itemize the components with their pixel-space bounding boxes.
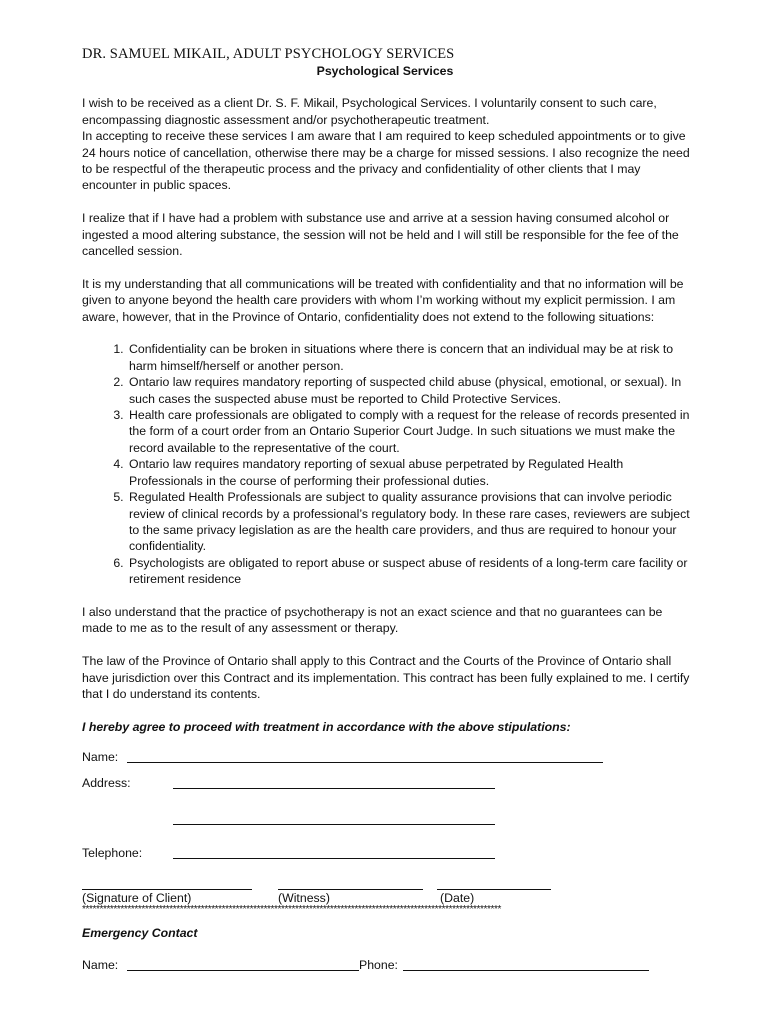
cancellation-paragraph: In accepting to receive these services I am aware that I am required to keep scheduled appointments or to give 24 hours notice of cancellation, otherwise there may be a charge for missed sessions. I also recognize the need to be respectful of the therapeutic process and the privacy and confidentiality of other clients that I may encounter in public spaces. xyxy=(82,129,690,193)
name-field[interactable] xyxy=(127,749,603,763)
witness-field[interactable] xyxy=(278,876,423,890)
telephone-field[interactable] xyxy=(173,845,495,859)
emergency-phone-field[interactable] xyxy=(403,957,649,971)
emergency-contact-heading: Emergency Contact xyxy=(82,925,198,940)
list-item: 4. Ontario law requires mandatory reporting of sexual abuse perpetrated by Regulated Health Professionals in the course of performing their professional duties. xyxy=(127,456,692,489)
name-row xyxy=(82,749,692,765)
signature-row xyxy=(82,876,692,910)
list-item: 3. Health care professionals are obligated to comply with a request for the release of records presented in the form of a court order from an Ontario Superior Court Judge. In such situations we must make the record available to the representative of the court. xyxy=(127,407,692,456)
document-title: DR. SAMUEL MIKAIL, ADULT PSYCHOLOGY SERVICES xyxy=(82,46,455,62)
document-subtitle: Psychological Services xyxy=(316,64,454,78)
consent-paragraph: I wish to be received as a client Dr. S. F. Mikail, Psychological Services. I voluntarily consent to such care, encompassing diagnostic assessment and/or psychotherapeutic treatment. xyxy=(82,96,657,127)
emergency-phone-label: Phone: xyxy=(359,958,398,973)
list-item: 6. Psychologists are obligated to report abuse or suspect abuse of residents of a long-term care facility or retirement residence xyxy=(127,555,692,588)
emergency-row xyxy=(82,957,692,973)
list-item: 5. Regulated Health Professionals are subject to quality assurance provisions that can involve periodic review of clinical records by a professional’s regulatory body. In these rare cases, reviewers are subject to the same privacy legislation as are the health care providers, and thus are required to honour your confidentiality. xyxy=(127,489,692,555)
address-label: Address: xyxy=(82,775,131,790)
address-field-line-2[interactable] xyxy=(173,811,495,825)
emergency-name-label: Name: xyxy=(82,958,119,973)
jurisdiction-paragraph: The law of the Province of Ontario shall apply to this Contract and the Courts of the Province of Ontario shall have jurisdiction over this Contract and its implementation. This contract has been fully explained to me. I certify that I do understand its contents. xyxy=(82,654,690,701)
confidentiality-paragraph: It is my understanding that all communications will be treated with confidentiality and that no information will be given to anyone beyond the health care providers with whom I’m working without my explicit permission. I am aware, however, that in the Province of Ontario, confidentiality does not extend to the following situations: xyxy=(82,276,684,324)
list-item: 2. Ontario law requires mandatory reporting of suspected child abuse (physical, emotional, or sexual). In such cases the suspected abuse must be reported to Child Protective Services. xyxy=(127,374,692,407)
no-guarantee-paragraph: I also understand that the practice of psychotherapy is not an exact science and that no guarantees can be made to me as to the result of any assessment or therapy. xyxy=(82,604,663,636)
address-row xyxy=(82,775,692,791)
signature-field[interactable] xyxy=(82,876,252,890)
agreement-statement: I hereby agree to proceed with treatment in accordance with the above stipulations: xyxy=(82,719,571,734)
date-label: (Date) xyxy=(440,890,475,905)
telephone-row xyxy=(82,845,692,861)
consent-form xyxy=(82,46,692,974)
name-label: Name: xyxy=(82,750,119,765)
substance-use-paragraph: I realize that if I have had a problem with substance use and arrive at a session having consumed alcohol or ingested a mood altering substance, the session will not be held and I will still be responsible for the fee of the cancelled session. xyxy=(82,211,679,259)
signature-label: (Signature of Client) xyxy=(82,890,192,905)
confidentiality-exceptions-list xyxy=(82,341,692,587)
witness-label: (Witness) xyxy=(278,890,330,905)
address-row-2 xyxy=(82,811,692,827)
address-field-line-1[interactable] xyxy=(173,775,495,789)
date-field[interactable] xyxy=(437,876,551,890)
telephone-label: Telephone: xyxy=(82,846,143,861)
list-item: 1. Confidentiality can be broken in situations where there is concern that an individual may be at risk to harm himself/herself or another person. xyxy=(127,341,692,374)
separator: ************************************************************************************************************************ xyxy=(82,903,501,915)
emergency-name-field[interactable] xyxy=(127,957,359,971)
